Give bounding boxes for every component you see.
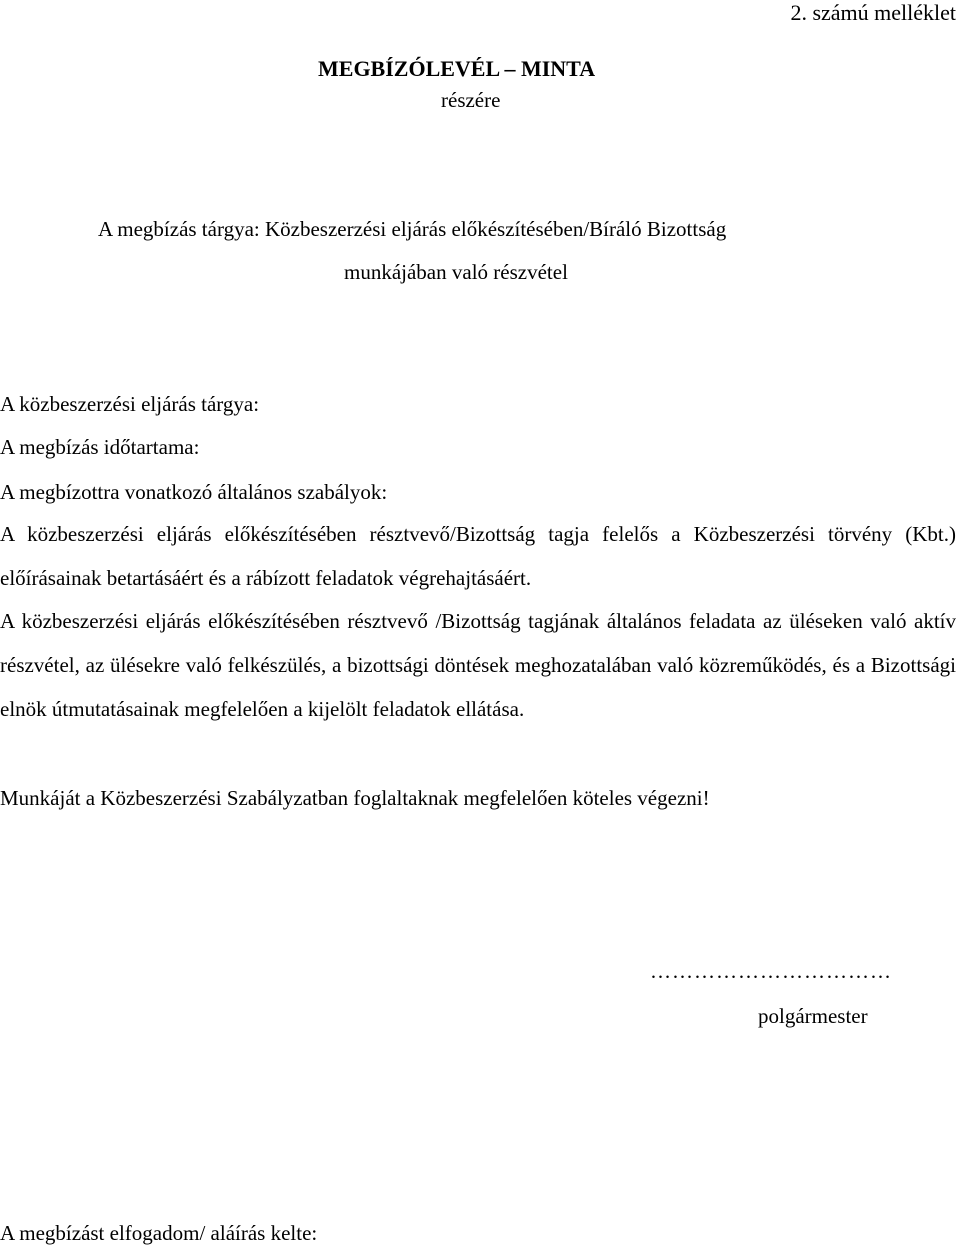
closing-statement: Munkáját a Közbeszerzési Szabályzatban foglaltaknak megfelelően köteles végezni! [0, 786, 710, 810]
acceptance-line: A megbízást elfogadom/ aláírás kelte: [0, 1221, 318, 1245]
signature-line: …………………………… [650, 959, 892, 983]
subject-line-1: A megbízás tárgya: Közbeszerzési eljárás előkészítésében/Bíráló Bizottság [98, 217, 727, 241]
recipient-line: részére [441, 88, 501, 112]
annex-label: 2. számú melléklet [790, 0, 956, 25]
document-title: MEGBÍZÓLEVÉL – MINTA [318, 56, 596, 81]
signatory-role: polgármester [758, 1004, 868, 1028]
duration-field: A megbízás időtartama: [0, 435, 200, 459]
subject-line-2: munkájában való részvétel [344, 260, 568, 284]
procurement-subject-field: A közbeszerzési eljárás tárgya: [0, 392, 260, 416]
general-rules-heading: A megbízottra vonatkozó általános szabályok: [0, 480, 388, 504]
duties-paragraph: A közbeszerzési eljárás előkészítésében résztvevő /Bizottság tagjának általános feladata az üléseken való aktív részvétel, az ülésekre való felkészülés, a bizottsági döntések meghozatalában való közreműködés, és a Bizottsági elnök útmutatásainak megfelelően a kijelölt feladatok ellátása. [0, 609, 956, 721]
responsibility-paragraph: A közbeszerzési eljárás előkészítésében résztvevő/Bizottság tagja felelős a Közbeszerzési törvény (Kbt.) előírásainak betartásáért és a rábízott feladatok végrehajtásáért. [0, 522, 956, 590]
